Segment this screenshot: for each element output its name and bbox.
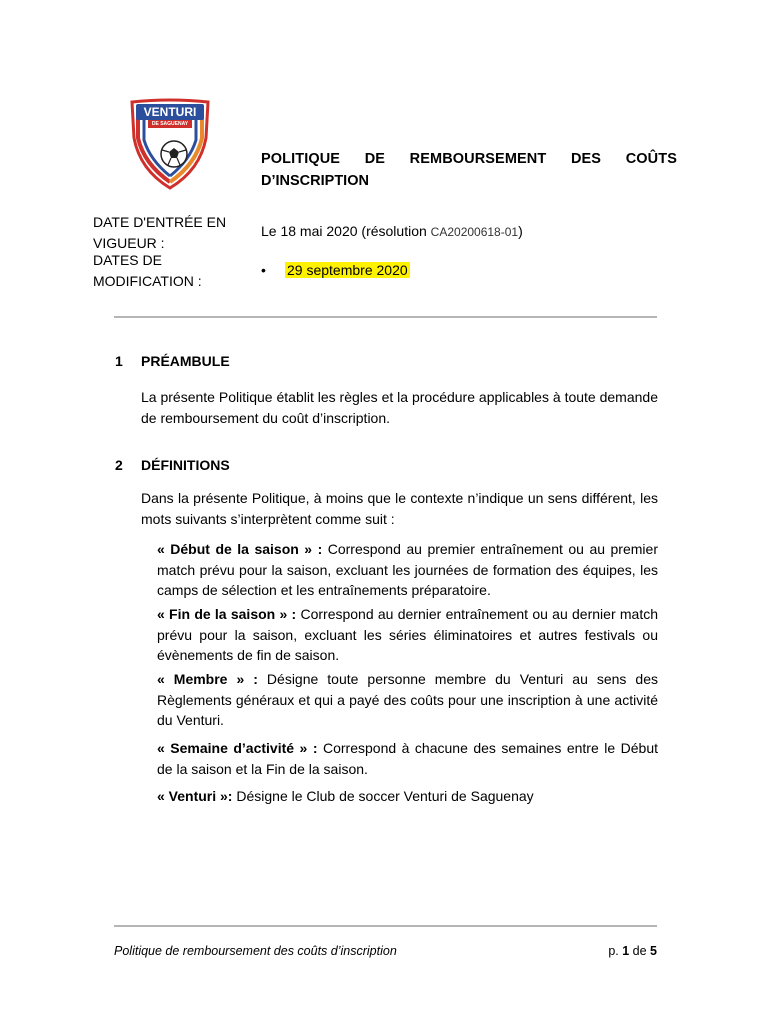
page-total: 5 — [650, 944, 657, 958]
page-sep: de — [629, 944, 651, 958]
modification-label-line: MODIFICATION : — [93, 273, 202, 289]
definition-item — [157, 669, 658, 731]
effective-date-close: ) — [518, 223, 523, 239]
document-title-line2: D’INSCRIPTION — [261, 173, 369, 189]
effective-date-label-line: VIGUEUR : — [93, 235, 165, 251]
effective-date-label-line: DATE D'ENTRÉE EN — [93, 214, 227, 230]
logo-subtitle: DE SAGUENAY — [151, 121, 189, 127]
definition-item — [157, 604, 658, 666]
section-title-preamble: PRÉAMBULE — [141, 353, 230, 369]
effective-date-label — [93, 212, 243, 254]
definition-item — [157, 539, 658, 601]
definition-text: Désigne le Club de soccer Venturi de Saguenay — [232, 788, 534, 804]
document-title-line1 — [261, 151, 677, 167]
definition-term: « Venturi »: — [157, 788, 233, 804]
footer-divider — [114, 925, 657, 927]
definition-text: Désigne toute personne membre du Venturi au sens des Règlements généraux et qui a payé des coûts pour une inscription à une activité du Venturi. — [157, 671, 659, 728]
preamble-paragraph: La présente Politique établit les règles et la procédure applicables à toute demande de remboursement du coût d’inscription. — [141, 389, 658, 426]
modification-date-highlight: 29 septembre 2020 — [287, 262, 408, 278]
page-number — [560, 944, 657, 958]
resolution-code: CA20200618-01 — [430, 225, 519, 239]
section-number: 2 — [115, 457, 123, 473]
definition-text: Correspond à chacune des semaines entre le Début de la saison et la Fin de la saison. — [157, 740, 658, 777]
page-current: 1 — [622, 944, 630, 958]
venturi-logo — [126, 98, 214, 190]
definitions-intro: Dans la présente Politique, à moins que le contexte n’indique un sens différent, les mots suivants s’interprètent comme suit : — [141, 490, 658, 527]
title-word: DES — [570, 151, 602, 167]
definition-text: Correspond au premier entraînement ou au premier match prévu pour la saison, excluant les journées de formation des équipes, les camps de sélection et les entraînements préparatoire. — [157, 541, 658, 598]
section-number: 1 — [115, 353, 123, 369]
definition-text: Correspond au dernier entraînement ou au dernier match prévu pour la saison, excluant les séries éliminatoires et autres festivals ou évènements de fin de saison. — [157, 606, 658, 663]
title-word: DE — [364, 151, 386, 167]
definition-term: « Fin de la saison » : — [157, 606, 297, 622]
modification-dates-label — [93, 250, 243, 292]
definition-term: « Début de la saison » : — [157, 541, 323, 557]
title-word: REMBOURSEMENT — [409, 151, 547, 167]
effective-date-value — [261, 223, 523, 239]
definition-item — [157, 786, 658, 807]
title-word: POLITIQUE — [261, 151, 341, 167]
page-prefix: p. — [608, 944, 623, 958]
footer-title: Politique de remboursement des coûts d’inscription — [114, 944, 397, 958]
definition-item — [157, 738, 658, 779]
effective-date-text: Le 18 mai 2020 (résolution — [261, 223, 431, 239]
definition-term: « Semaine d’activité » : — [157, 740, 318, 756]
modification-date-item — [261, 262, 410, 278]
bullet-icon: • — [261, 262, 266, 278]
header-divider — [114, 316, 657, 318]
definition-term: « Membre » : — [157, 671, 258, 687]
title-word: COÛTS — [625, 151, 677, 167]
modification-label-line: DATES DE — [93, 252, 162, 268]
section-title-definitions: DÉFINITIONS — [141, 457, 230, 473]
logo-name: VENTURI — [143, 105, 197, 119]
